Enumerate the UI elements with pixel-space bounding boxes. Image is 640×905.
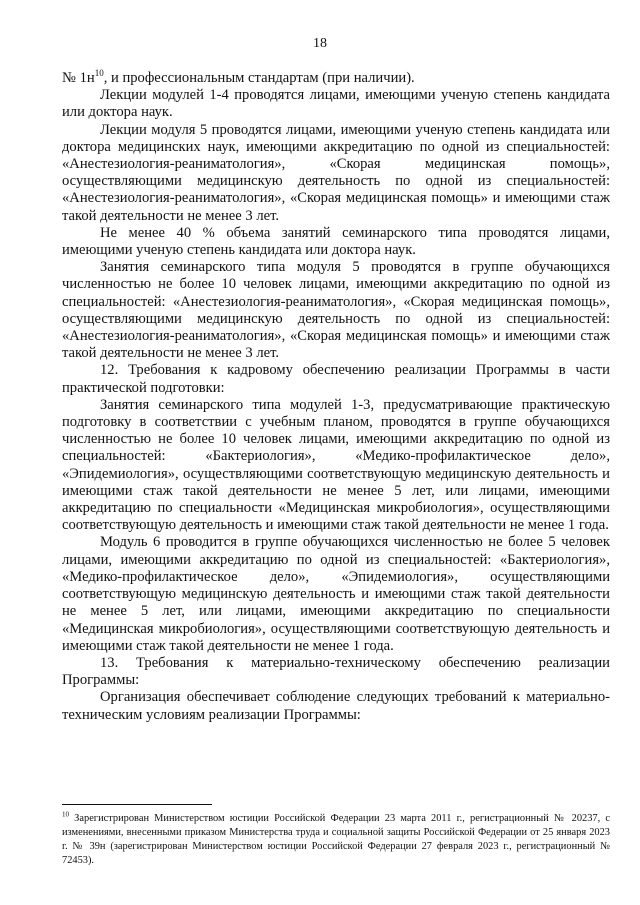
- footnote-marker: 10: [62, 810, 69, 819]
- paragraph: Занятия семинарского типа модулей 1-3, предусматривающие практическую подготовку в соответствии с учебным планом, проводятся в группе обучающихся численностью не более 10 человек лицами, имеющими аккредитацию по одной из специальностей: «Бактериология», «Медико-профилактическое дело», «Эпидемиология», осуществляющими соответствующую медицинскую деятельность и имеющими стаж такой деятельности не менее 5 лет, или лицами, имеющими аккредитацию по специальности «Медицинская микробиология», осуществляющими соответствующую деятельность и имеющими стаж такой деятельности не менее 1 года.: [62, 396, 610, 534]
- text-fragment: № 1н: [62, 70, 95, 86]
- paragraph: Лекции модуля 5 проводятся лицами, имеющими ученую степень кандидата или доктора медицинских наук, имеющими аккредитацию по одной из специальностей: «Анестезиология-реаниматология», «Скорая медицинская помощь», осуществляющими медицинскую деятельность по одной из специальностей: «Анестезиология-реаниматология», «Скорая медицинская помощь» и имеющими стаж такой деятельности не менее 3 лет.: [62, 121, 610, 224]
- section-heading: 13. Требования к материально-техническому обеспечению реализации Программы:: [62, 654, 610, 689]
- paragraph: Организация обеспечивает соблюдение следующих требований к материально-техническим условиям реализации Программы:: [62, 689, 610, 723]
- footnote: [62, 812, 610, 868]
- body-text: [62, 70, 610, 724]
- footnote-divider: [62, 804, 212, 805]
- page-number: 18: [313, 36, 327, 51]
- paragraph-continuation: [62, 70, 610, 87]
- section-heading: 12. Требования к кадровому обеспечению реализации Программы в части практической подготовки:: [62, 362, 610, 396]
- paragraph: Лекции модулей 1-4 проводятся лицами, имеющими ученую степень кандидата или доктора наук.: [62, 87, 610, 121]
- paragraph: Не менее 40 % объема занятий семинарского типа проводятся лицами, имеющими ученую степень кандидата или доктора наук.: [62, 224, 610, 259]
- footnote-reference: 10: [94, 68, 104, 79]
- text-fragment: , и профессиональным стандартам (при наличии).: [103, 70, 415, 86]
- paragraph: Занятия семинарского типа модуля 5 проводятся в группе обучающихся численностью не более 10 человек лицами, имеющими аккредитацию по одной из специальностей: «Анестезиология-реаниматология», «Скорая медицинская помощь», осуществляющими медицинскую деятельность по одной из специальностей: «Анестезиология-реаниматология», «Скорая медицинская помощь» и имеющими стаж такой деятельности не менее 3 лет.: [62, 259, 610, 362]
- footnote-text: Зарегистрирован Министерством юстиции Российской Федерации 23 марта 2011 г., регистрационный № 20237, с изменениями, внесенными приказом Министерства труда и социальной защиты Российской Федерации от 25 января 2023 г. № 39н (зарегистрирован Министерством юстиции Российской Федерации 27 февраля 2023 г., регистрационный № 72453).: [62, 813, 610, 866]
- paragraph: Модуль 6 проводится в группе обучающихся численностью не более 5 человек лицами, имеющими аккредитацию по одной из специальностей: «Бактериология», «Медико-профилактическое дело», «Эпидемиология», осуществляющими соответствующую медицинскую деятельность и имеющими стаж такой деятельности не менее 5 лет, или лицами, имеющими аккредитацию по специальности «Медицинская микробиология», осуществляющими соответствующую деятельность и имеющими стаж такой деятельности не менее 1 года.: [62, 534, 610, 654]
